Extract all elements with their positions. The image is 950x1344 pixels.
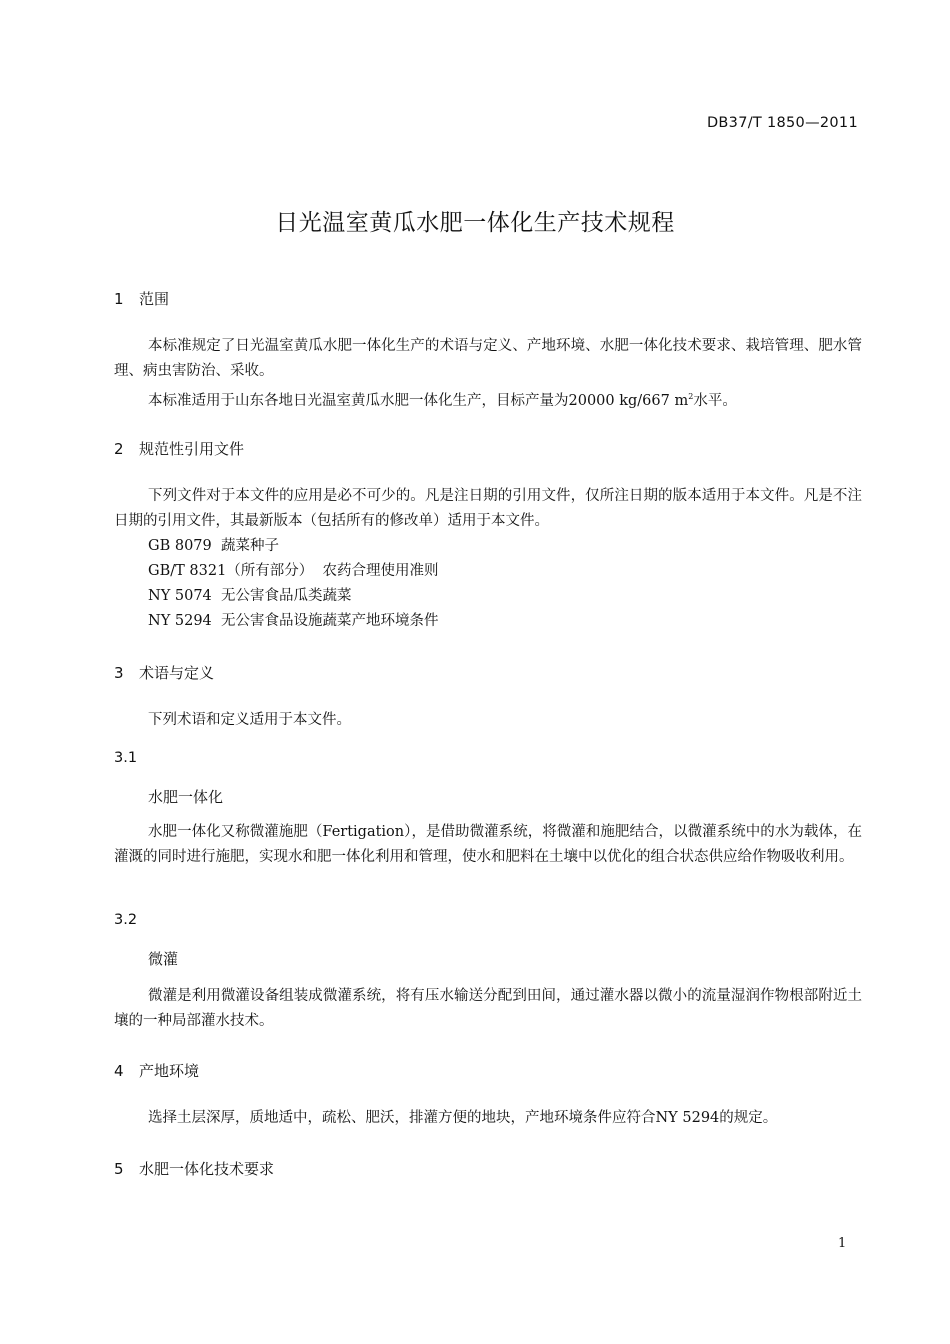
paragraph-text-end: 水平。 [693,393,737,409]
section-2-paragraph-1: 下列文件对于本文件的应用是必不可少的。凡是注日期的引用文件，仅所注日期的版本适用于本文件。凡是不注日期的引用文件，其最新版本（包括所有的修改单）适用于本文件。 [114,488,862,529]
term-heading: 水肥一体化 [148,788,224,806]
section-2-heading [114,438,244,459]
section-4-heading [114,1060,199,1081]
document-id: DB37/T 1850—2011 [706,115,858,131]
subsection-number: 3.1 [114,750,138,766]
section-number: 2 [114,440,124,458]
reference-item: NY 5074 无公害食品瓜类蔬菜 [148,588,352,604]
section-title: 范围 [139,290,170,308]
subsection-number: 3.2 [114,912,138,928]
section-number: 4 [114,1062,124,1080]
paragraph-text: 本标准适用于山东各地日光温室黄瓜水肥一体化生产，目标产量为20000 kg/667 m [148,393,689,409]
section-title: 规范性引用文件 [139,440,245,458]
section-1-paragraph-1: 本标准规定了日光温室黄瓜水肥一体化生产的术语与定义、产地环境、水肥一体化技术要求、栽培管理、肥水管理、病虫害防治、采收。 [114,338,862,379]
superscript: 2 [688,392,694,401]
section-title: 产地环境 [139,1062,200,1080]
section-1-heading [114,288,169,309]
section-3-heading [114,662,214,683]
term-definition: 微灌是利用微灌设备组装成微灌系统，将有压水输送分配到田间，通过灌水器以微小的流量湿润作物根部附近土壤的一种局部灌水技术。 [114,988,862,1029]
section-number: 1 [114,290,124,308]
section-1-paragraph-2 [114,384,862,414]
term-heading: 微灌 [148,950,179,968]
section-4-paragraph-1: 选择土层深厚，质地适中，疏松、肥沃，排灌方便的地块，产地环境条件应符合NY 5294的规定。 [148,1110,778,1126]
page-title: 日光温室黄瓜水肥一体化生产技术规程 [275,210,675,236]
section-title: 水肥一体化技术要求 [139,1160,275,1178]
reference-item: GB/T 8321（所有部分） 农药合理使用准则 [148,563,439,579]
section-5-heading [114,1158,274,1179]
section-title: 术语与定义 [139,664,215,682]
section-number: 5 [114,1160,124,1178]
reference-item: NY 5294 无公害食品设施蔬菜产地环境条件 [148,613,439,629]
section-number: 3 [114,664,124,682]
page-number: 1 [838,1236,847,1251]
reference-item: GB 8079 蔬菜种子 [148,538,279,554]
section-3-paragraph-1: 下列术语和定义适用于本文件。 [148,712,351,728]
term-definition: 水肥一体化又称微灌施肥（Fertigation），是借助微灌系统，将微灌和施肥结合，以微灌系统中的水为载体，在灌溉的同时进行施肥，实现水和肥一体化利用和管理，使水和肥料在土壤中以优化的组合状态供应给作物吸收利用。 [114,824,862,865]
